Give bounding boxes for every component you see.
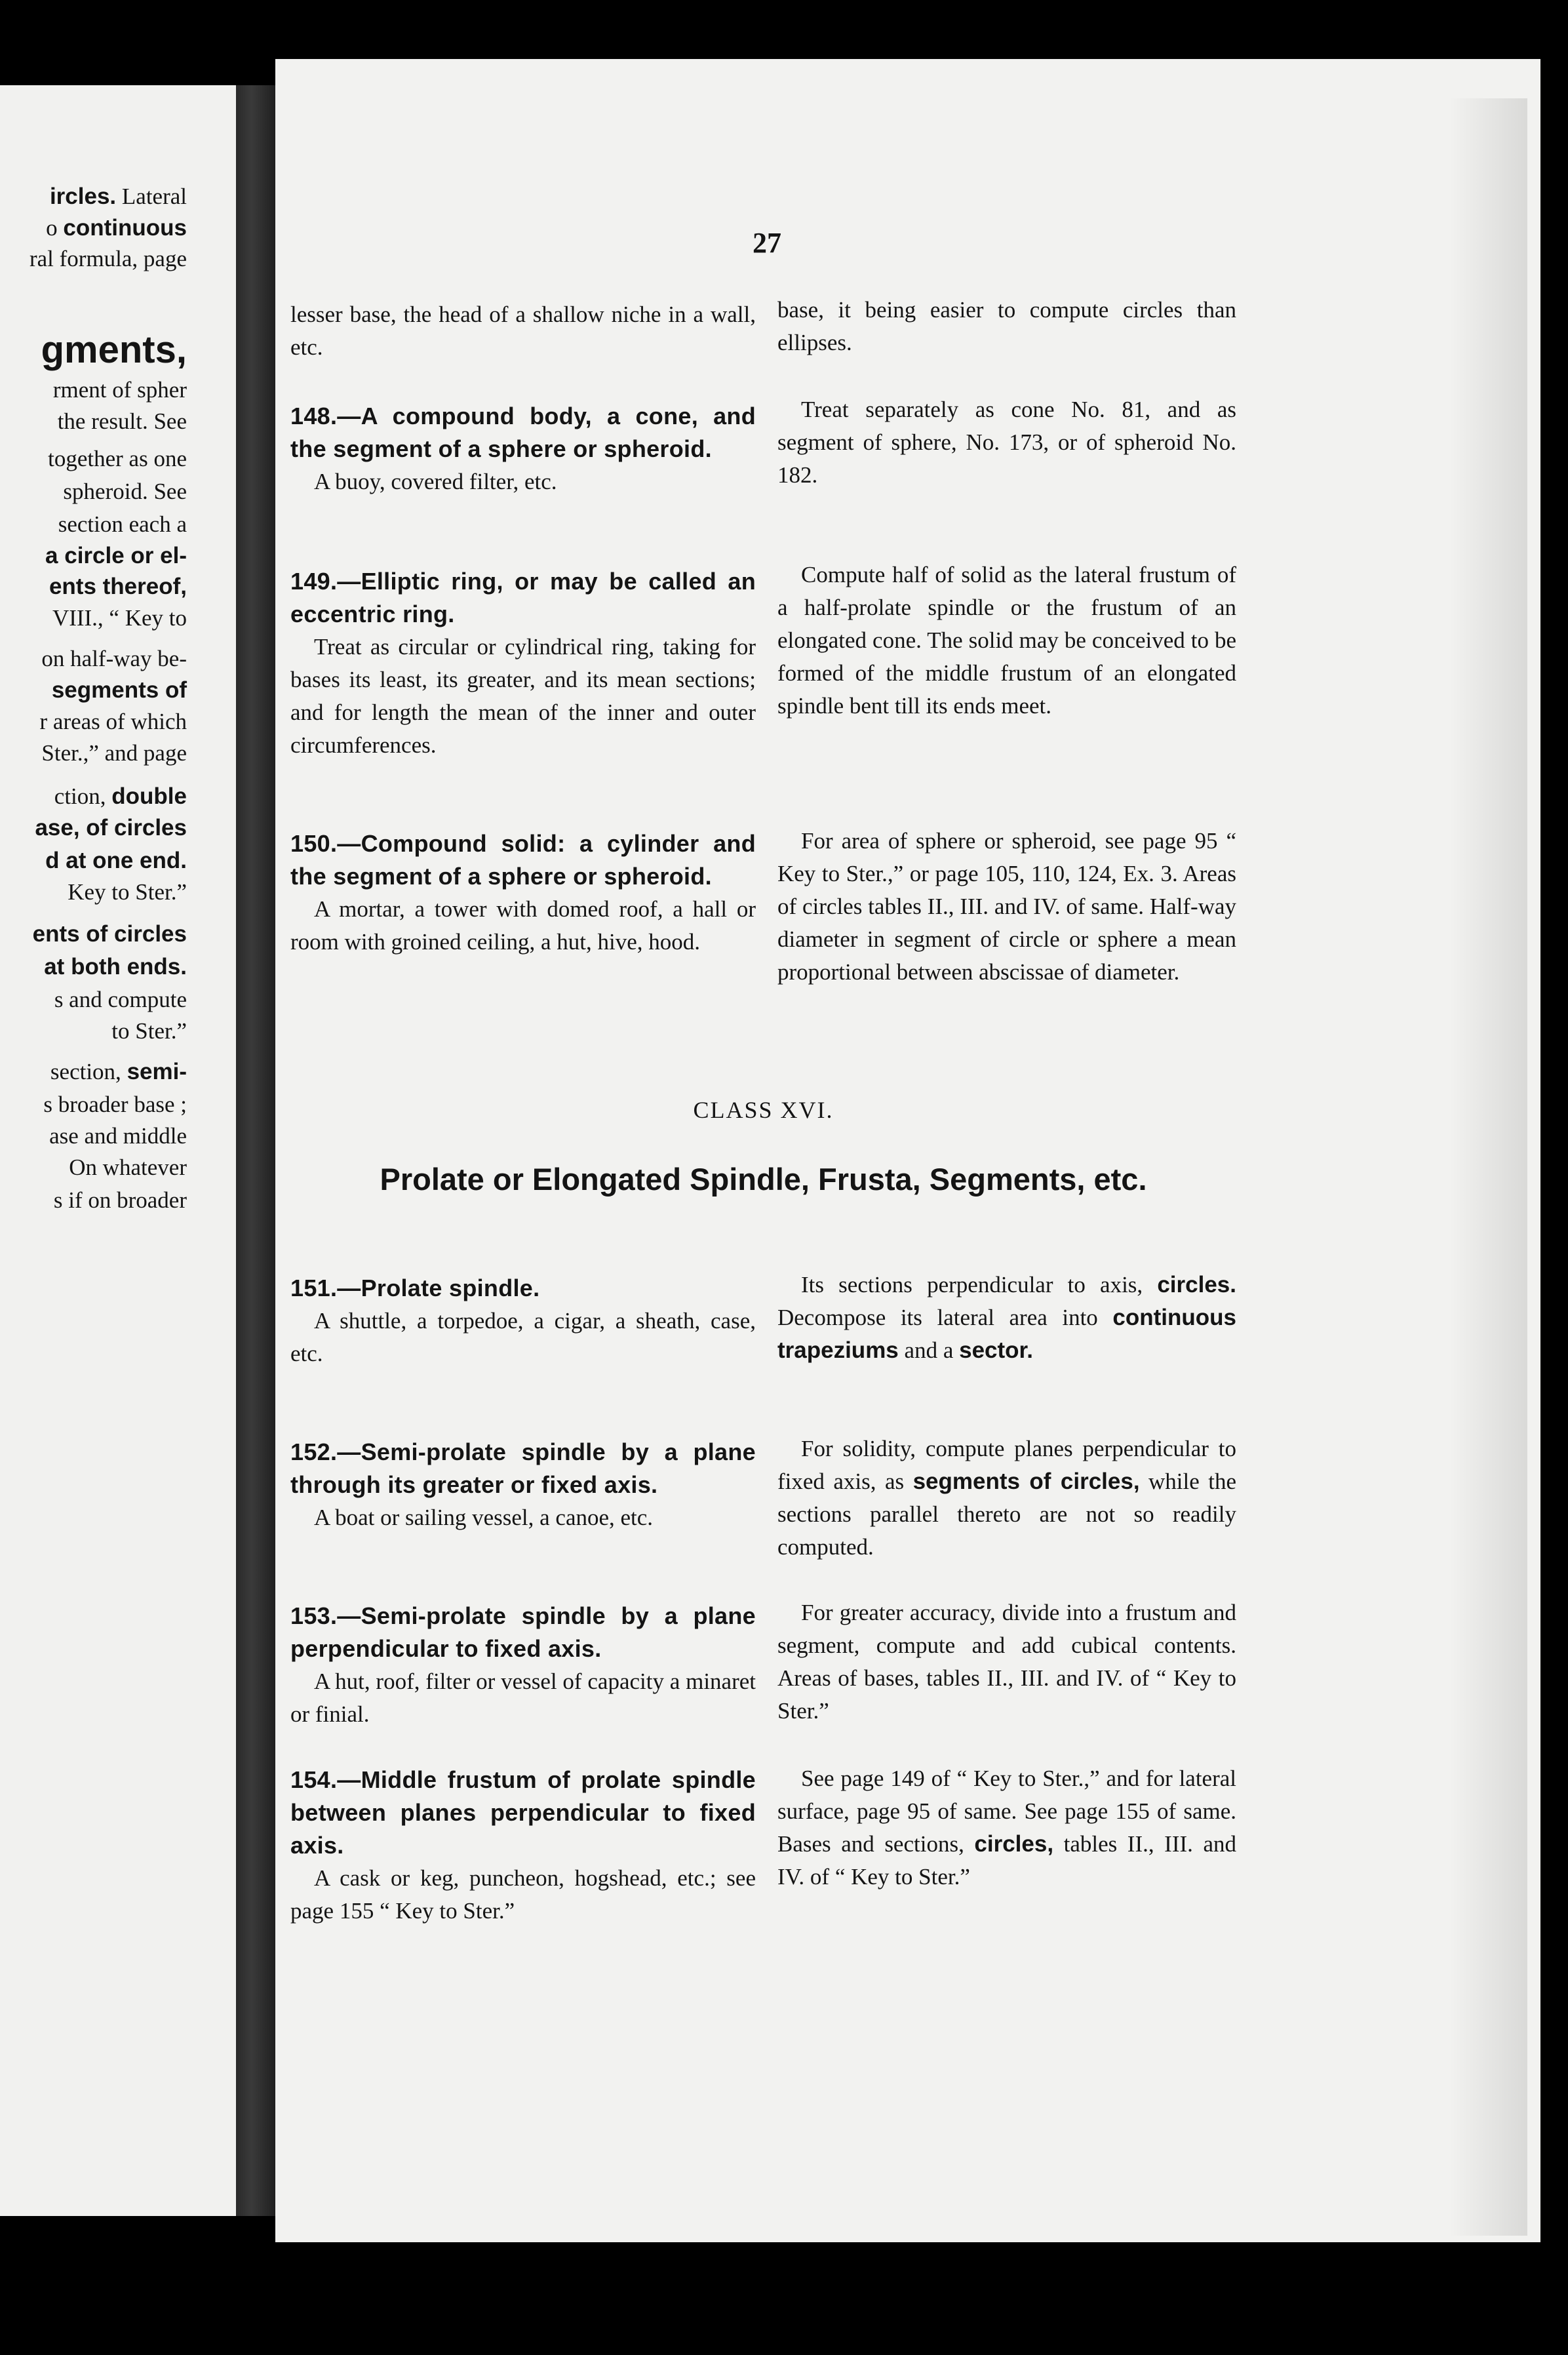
text-run: ase and middle [49, 1123, 187, 1149]
previous-page-line [0, 508, 187, 541]
page-number: 27 [753, 227, 781, 259]
text-run: tables II., III. and IV. of “ Key to Ster.” [777, 1831, 1236, 1890]
entry-note [777, 1269, 1236, 1367]
left-column-entry [290, 400, 756, 498]
entry-heading: 152.—Semi-prolate spindle by a plane through its greater or fixed axis. [290, 1438, 756, 1498]
text-run: d at one end. [45, 848, 187, 873]
entry-description: A buoy, covered filter, etc. [314, 469, 557, 494]
previous-page-line [0, 602, 187, 635]
left-column-entry [290, 565, 756, 762]
text-run: ents of circles [32, 921, 187, 947]
book-spine [236, 85, 275, 2216]
right-column-entry [777, 1269, 1236, 1367]
text-run: gments, [41, 328, 187, 371]
text-run: on half-way be- [41, 646, 187, 671]
text-run: o [46, 215, 64, 241]
right-column-entry [777, 1762, 1236, 1893]
entry-heading: 150.—Compound solid: a cylinder and the segment of a sphere or spheroid. [290, 830, 756, 890]
bold-text: circles, [974, 1831, 1054, 1857]
previous-page-line [0, 643, 187, 675]
previous-page-edge [0, 85, 236, 2216]
entry-note [777, 1433, 1236, 1564]
previous-page-line [0, 1184, 187, 1217]
bold-text: circles. [1157, 1272, 1236, 1297]
previous-page-line [0, 1088, 187, 1121]
entry-heading: 153.—Semi-prolate spindle by a plane perpendicular to fixed axis. [290, 1602, 756, 1662]
text-run: ase, of circles [35, 815, 187, 841]
text-run: For solidity, compute planes perpendicular to fixed axis, as [777, 1436, 1236, 1494]
text-run: Compute half of solid as the lateral frustum of a half-prolate spindle or the frustum of an elongated cone. The solid may be conceived to be formed of the middle frustum of an elongated spindle bent till its ends meet. [777, 562, 1236, 719]
entry-note [777, 294, 1236, 359]
previous-page-line [0, 1015, 187, 1048]
text-run: together as one [48, 446, 187, 471]
page-edge-shadow [1449, 98, 1527, 2236]
entry-description: Treat as circular or cylindrical ring, taking for bases its least, its greater, and its mean sections; and for length the mean of the inner and outer circumferences. [290, 634, 756, 758]
previous-page-line [0, 1151, 187, 1184]
text-run: See page 149 of “ Key to Ster.,” and for lateral surface, page 95 of same. See page 155 of same. Bases and sections, [777, 1766, 1236, 1857]
entry-heading: 154.—Middle frustum of prolate spindle between planes perpendicular to fixed axis. [290, 1766, 756, 1859]
bold-text: continuous trapeziums [777, 1305, 1236, 1363]
text-run: VIII., “ Key to [52, 605, 187, 631]
previous-page-line [0, 1056, 187, 1088]
text-run: Lateral [116, 184, 187, 209]
bold-text: segments of circles, [912, 1469, 1140, 1494]
left-column-entry [290, 1272, 756, 1370]
text-run: section each a [58, 511, 187, 537]
text-run: Treat separately as cone No. 81, and as segment of sphere, No. 173, or of spheroid No. 182. [777, 397, 1236, 488]
text-run: semi- [127, 1059, 187, 1084]
entry-description: A mortar, a tower with domed roof, a hall or room with groined ceiling, a hut, hive, hood. [290, 896, 756, 955]
entry-description: A shuttle, a torpedoe, a cigar, a sheath, case, etc. [290, 1308, 756, 1366]
entry-description: lesser base, the head of a shallow niche in a wall, etc. [290, 302, 756, 360]
right-column-entry [777, 1433, 1236, 1564]
previous-page-line [0, 180, 187, 213]
right-column-entry [777, 1596, 1236, 1728]
entry-note [777, 393, 1236, 492]
entry-heading: 149.—Elliptic ring, or may be called an eccentric ring. [290, 568, 756, 627]
text-run: and a [898, 1337, 960, 1363]
previous-page-line [0, 475, 187, 508]
left-column-entry [290, 1600, 756, 1731]
entry-note [777, 825, 1236, 989]
text-run: ents thereof, [49, 574, 187, 599]
previous-page-line [0, 1120, 187, 1153]
previous-page-line [0, 705, 187, 738]
text-run: For area of sphere or spheroid, see page 95 “ Key to Ster.,” or page 105, 110, 124, Ex. 3. Areas of circles tables II., III. and IV. of same. Half-way diameter in segment of circle or sphere a mean proportional between abscissae of diameter. [777, 828, 1236, 985]
previous-page-line [0, 443, 187, 475]
text-run: the result. See [57, 408, 187, 434]
previous-page-line [0, 570, 187, 603]
text-run: rment of spher [52, 377, 187, 403]
right-column-entry [777, 294, 1236, 359]
text-run: segments of [51, 677, 187, 703]
left-column-entry [290, 1764, 756, 1928]
entry-description: A hut, roof, filter or vessel of capacity a minaret or finial. [290, 1669, 756, 1727]
right-column-entry [777, 393, 1236, 492]
entry-note [777, 1762, 1236, 1893]
previous-page-heading [0, 328, 187, 372]
right-column-entry [777, 825, 1236, 989]
text-run: ral formula, page [29, 246, 187, 271]
text-run: section, [50, 1059, 127, 1084]
text-run: to Ster.” [111, 1018, 187, 1044]
entry-description: A cask or keg, puncheon, hogshead, etc.; see page 155 “ Key to Ster.” [290, 1865, 756, 1924]
previous-page-line [0, 983, 187, 1016]
entry-note [777, 1596, 1236, 1728]
text-run: s if on broader [53, 1187, 187, 1213]
entry-note [777, 559, 1236, 722]
text-run: double [111, 783, 187, 809]
previous-page-line [0, 674, 187, 707]
text-run: ircles. [49, 184, 117, 209]
text-run: s broader base ; [43, 1092, 187, 1117]
text-run: spheroid. See [63, 479, 187, 504]
class-label: CLASS XVI. [693, 1097, 834, 1123]
text-run: Its sections perpendicular to axis, [801, 1272, 1158, 1297]
text-run: ction, [54, 783, 112, 809]
text-run: Ster.,” and page [41, 740, 187, 766]
previous-page-line [0, 951, 187, 983]
previous-page-line [0, 812, 187, 844]
previous-page-line [0, 540, 187, 572]
previous-page-line [0, 374, 187, 406]
previous-page-line [0, 918, 187, 951]
text-run: Decompose its lateral area into [777, 1305, 1113, 1330]
text-run: while the sections parallel thereto are not so readily computed. [777, 1469, 1236, 1560]
right-column-entry [777, 559, 1236, 722]
text-run: continuous [63, 215, 187, 241]
text-run: For greater accuracy, divide into a frustum and segment, compute and add cubical contents. Areas of bases, tables II., III. and IV. of “ Key to Ster.” [777, 1600, 1236, 1724]
entry-heading: 151.—Prolate spindle. [290, 1275, 540, 1301]
previous-page-line [0, 844, 187, 877]
left-column-entry [290, 298, 756, 364]
text-run: a circle or el- [45, 543, 187, 568]
previous-page-line [0, 243, 187, 275]
text-run: base, it being easier to compute circles than ellipses. [777, 297, 1236, 355]
previous-page-line [0, 876, 187, 909]
left-column-entry [290, 827, 756, 959]
text-run: Key to Ster.” [68, 879, 187, 905]
class-title: Prolate or Elongated Spindle, Frusta, Segments, etc. [380, 1162, 1147, 1197]
previous-page-line [0, 737, 187, 770]
text-run: r areas of which [39, 709, 187, 734]
left-column-entry [290, 1436, 756, 1534]
text-run: s and compute [54, 987, 187, 1012]
previous-page-line [0, 780, 187, 813]
previous-page-line [0, 212, 187, 245]
entry-heading: 148.—A compound body, a cone, and the segment of a sphere or spheroid. [290, 403, 756, 462]
entry-description: A boat or sailing vessel, a canoe, etc. [314, 1505, 654, 1530]
text-run: at both ends. [44, 954, 187, 980]
text-run: On whatever [69, 1155, 187, 1180]
bold-text: sector. [959, 1337, 1033, 1363]
previous-page-line [0, 405, 187, 438]
